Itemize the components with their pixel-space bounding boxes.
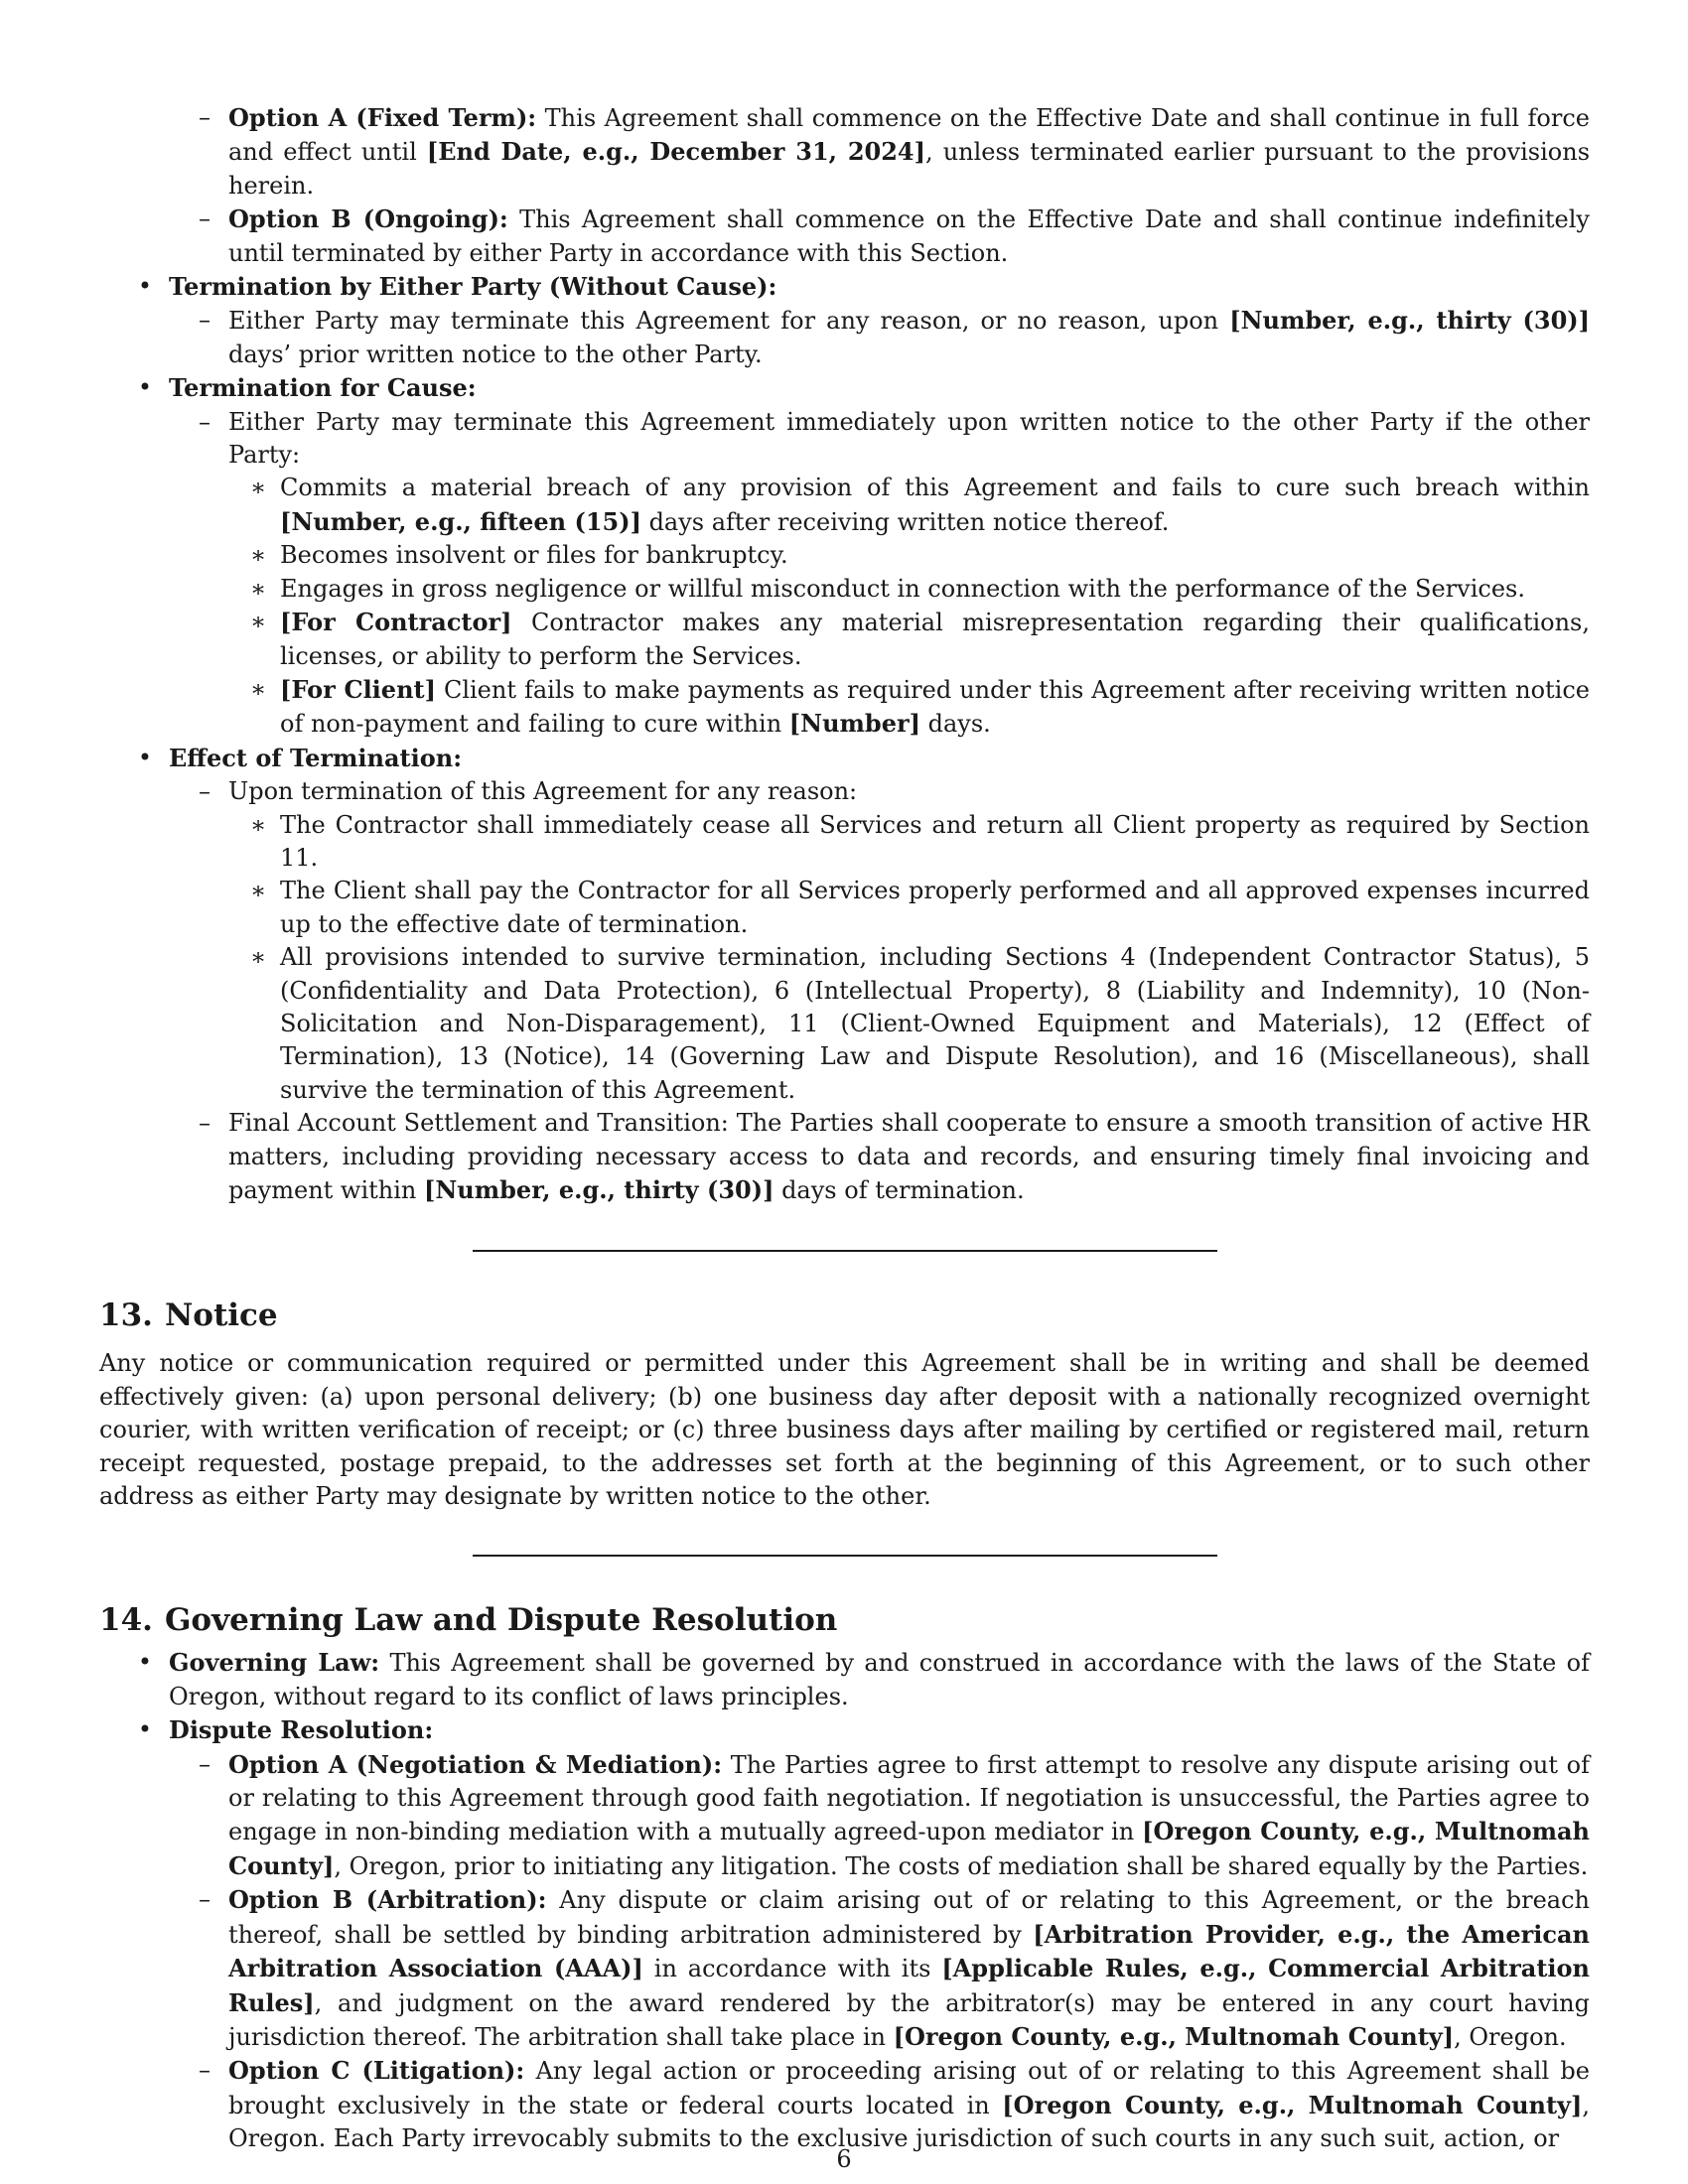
list-item-option-b-ongoing: – Option B (Ongoing): This Agreement shall commence on the Effective Date and shall continue indefinitely until terminated by either Party in accordance with this Section. [99, 203, 1590, 270]
dash-marker: – [199, 2056, 211, 2085]
bullet-dispute-resolution [99, 1713, 1590, 1747]
end-date-placeholder: [End Date, e.g., December 31, 2024] [426, 137, 925, 167]
asterisk-marker: ∗ [249, 810, 267, 839]
bullet-termination-for-cause [99, 371, 1590, 405]
bullet-effect-of-termination [99, 742, 1590, 775]
list-item-contractor-misrepresentation: ∗ [For Contractor] Contractor makes any material misrepresentation regarding their qualifications, licenses, or ability to perform the Services. [249, 608, 1590, 670]
option-a-mediation-label: Option A (Negotiation & Mediation): [228, 1749, 723, 1779]
dash-marker: – [199, 1749, 211, 1778]
asterisk-marker: ∗ [249, 943, 267, 972]
cure-days-placeholder: [Number, e.g., fifteen (15)] [280, 506, 641, 536]
termination-without-cause-label: Termination by Either Party (Without Cause): [169, 272, 777, 302]
dash-marker: – [199, 1885, 211, 1914]
list-item-client-nonpayment: ∗ [For Client] Client fails to make payments as required under this Agreement after receiving written notice of non-payment and failing to cure within [Number] days. [249, 674, 1590, 739]
list-item-client-payment: ∗ The Client shall pay the Contractor for all Services properly performed and all approved expenses incurred up to the effective date of termination. [249, 877, 1590, 938]
section-heading-notice: 13. Notice [99, 1297, 278, 1334]
notice-paragraph: Any notice or communication required or permitted under this Agreement shall be in writing and shall be deemed effectively given: (a) upon personal delivery; (b) one business day after deposit with a nationally recognized overnight courier, with written verification of receipt; or (c) three business days after mailing by certified or registered mail, return receipt requested, postage prepaid, to the addresses set forth at the beginning of this Agreement, or to such other address as either Party may designate by written notice to the other. [99, 1349, 1590, 1511]
section-heading-governing-law: 14. Governing Law and Dispute Resolution [99, 1602, 838, 1639]
for-client-tag: [For Client] [280, 674, 436, 704]
asterisk-marker: ∗ [249, 541, 267, 570]
arbitration-county-placeholder: [Oregon County, e.g., Multnomah County] [893, 2021, 1455, 2051]
termination-for-cause-label: Termination for Cause: [169, 373, 477, 403]
list-item-effect-intro: – Upon termination of this Agreement for any reason: [99, 775, 1590, 808]
list-item-option-b-arbitration: – Option B (Arbitration): Any dispute or claim arising out of or relating to this Agreement, or the breach thereof, shall be settled by binding arbitration administered by [Arbitration Provider, e.g., the American Arbitration Association (AAA)] in accordance with its [Applicable Rules, e.g., Commercial Arbitration Rules], and judgment on the award rendered by the arbitrator(s) may be entered in any court having jurisdiction thereof. The arbitration shall take place in [Oregon County, e.g., Multnomah County], Oregon. [99, 1883, 1590, 2054]
asterisk-marker: ∗ [249, 474, 267, 502]
list-item-material-breach: ∗ Commits a material breach of any provision of this Agreement and fails to cure such breach within [Number, e.g., fifteen (15)] days after receiving written notice thereof. [249, 474, 1590, 536]
arbitration-rules-placeholder: [Applicable Rules, e.g., Commercial Arbitration Rules] [228, 1954, 1590, 2017]
asterisk-marker: ∗ [249, 608, 267, 636]
option-c-litigation-label: Option C (Litigation): [228, 2056, 525, 2086]
asterisk-marker: ∗ [249, 674, 267, 703]
arbitration-provider-placeholder: [Arbitration Provider, e.g., the American Arbitration Association (AAA)] [228, 1919, 1590, 1983]
asterisk-marker: ∗ [249, 877, 267, 905]
bullet-termination-without-cause [99, 270, 1590, 304]
litigation-county-placeholder: [Oregon County, e.g., Multnomah County] [1002, 2090, 1583, 2119]
list-item-gross-negligence: ∗ Engages in gross negligence or willful misconduct in connection with the performance of the Services. [99, 573, 1590, 606]
dash-marker: – [199, 205, 211, 233]
list-item-option-c-litigation: – Option C (Litigation): Any legal action or proceeding arising out of or relating to this Agreement shall be brought exclusively in the state or federal courts located in [Oregon County, e.g., Multnomah County], Oregon. Each Party irrevocably submits to the exclusive jurisdiction of such courts in any such suit, action, or [99, 2054, 1590, 2155]
nonpayment-days-placeholder: [Number] [788, 709, 920, 739]
bullet-marker: • [137, 373, 153, 402]
dash-marker: – [199, 1109, 211, 1138]
dash-marker: – [199, 777, 211, 806]
dash-marker: – [199, 103, 211, 131]
list-item-for-cause-intro: – Either Party may terminate this Agreement immediately upon written notice to the other Party if the other Party: [99, 406, 1590, 473]
for-contractor-tag: [For Contractor] [280, 608, 512, 637]
option-b-label: Option B (Ongoing): [228, 205, 508, 234]
page-number: 6 [836, 2145, 852, 2173]
mediation-county-placeholder: [Oregon County, e.g., Multnomah County] [228, 1817, 1591, 1880]
list-item-final-settlement: – Final Account Settlement and Transition: The Parties shall cooperate to ensure a smooth transition of active HR matters, including providing necessary access to data and records, and ensuring timely final invoicing and payment within [Number, e.g., thirty (30)] days of termination. [99, 1107, 1590, 1207]
bullet-marker: • [137, 743, 153, 771]
bullet-governing-law: • Governing Law: This Agreement shall be governed by and construed in accordance with the laws of the State of Oregon, without regard to its conflict of laws principles. [99, 1646, 1590, 1713]
dispute-resolution-label: Dispute Resolution: [169, 1715, 434, 1745]
option-a-label: Option A (Fixed Term): [228, 103, 537, 132]
list-item-option-a-fixed-term: – Option A (Fixed Term): This Agreement shall commence on the Effective Date and shall continue in full force and effect until [End Date, e.g., December 31, 2024], unless terminated earlier pursuant to the provisions herein. [99, 101, 1590, 203]
notice-days-placeholder: [Number, e.g., thirty (30)] [1229, 306, 1591, 336]
list-item-surviving-provisions: ∗ All provisions intended to survive termination, including Sections 4 (Independent Contractor Status), 5 (Confidentiality and Data Protection), 6 (Intellectual Property), 8 (Liability and Indemnity), 10 (Non-Solicitation and Non-Disparagement), 11 (Client-Owned Equipment and Materials), 12 (Effect of Termination), 13 (Notice), 14 (Governing Law and Dispute Resolution), and 16 (Miscellaneous), shall survive the termination of this Agreement. [249, 943, 1590, 1104]
settlement-days-placeholder: [Number, e.g., thirty (30)] [424, 1175, 774, 1204]
bullet-marker: • [137, 272, 153, 301]
dash-marker: – [199, 407, 211, 436]
list-item-insolvency: ∗ Becomes insolvent or files for bankruptcy. [99, 539, 1590, 572]
bullet-marker: • [137, 1715, 153, 1744]
effect-of-termination-label: Effect of Termination: [169, 743, 463, 772]
list-item-option-a-mediation: – Option A (Negotiation & Mediation): The Parties agree to first attempt to resolve any dispute arising out of or relating to this Agreement through good faith negotiation. If negotiation is unsuccessful, the Parties agree to engage in non-binding mediation with a mutually agreed-upon mediator in [Oregon County, e.g., Multnomah County], Oregon, prior to initiating any litigation. The costs of mediation shall be shared equally by the Parties. [99, 1748, 1590, 1884]
document-page [99, 101, 1590, 2156]
dash-marker: – [199, 306, 211, 335]
governing-law-label: Governing Law: [169, 1648, 380, 1678]
list-item-cease-services: ∗ The Contractor shall immediately cease all Services and return all Client property as required by Section 11. [249, 810, 1590, 872]
asterisk-marker: ∗ [249, 574, 267, 603]
bullet-marker: • [137, 1648, 153, 1677]
option-b-arbitration-label: Option B (Arbitration): [228, 1885, 547, 1915]
list-item-without-cause-detail: – Either Party may terminate this Agreement for any reason, or no reason, upon [Number, e.g., thirty (30)] days’ prior written notice to the other Party. [99, 304, 1590, 371]
